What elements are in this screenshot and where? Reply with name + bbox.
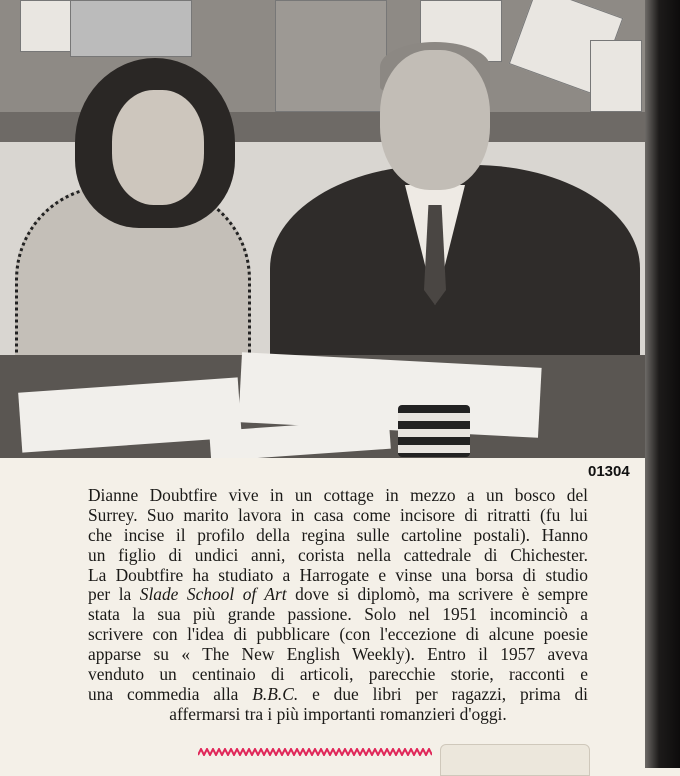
bio-line <box>88 685 588 705</box>
decorative-zigzag <box>198 748 432 756</box>
bio-text: un figlio di undici anni, corista nella cattedrale di Chichester. <box>88 544 588 565</box>
catalog-number: 01304 <box>588 463 630 480</box>
bio-line <box>88 705 588 725</box>
bio-text: scrivere con l'idea di pubblicare (con l'eccezione di alcune poesie <box>88 624 588 645</box>
book-spine <box>645 0 680 768</box>
bio-line <box>88 546 588 566</box>
bio-text: dove si diplomò, ma scrivere è sempre <box>286 584 589 605</box>
author-bio <box>88 486 588 725</box>
bio-line <box>88 645 588 665</box>
bio-text: per la <box>88 584 140 605</box>
bio-line <box>88 625 588 645</box>
bio-text: stata la sua più grande passione. Solo nel 1951 incominciò a <box>88 604 588 625</box>
pencil-cup <box>398 405 470 457</box>
italic-title: Slade School of Art <box>139 584 287 605</box>
price-label <box>440 744 590 776</box>
bio-line <box>88 566 588 586</box>
bio-text: venduto un centinaio di articoli, parecchie storie, racconti e <box>88 664 588 685</box>
bio-line <box>88 526 588 546</box>
bio-text: apparse su « The New English Weekly). Entro il 1957 aveva <box>88 644 588 665</box>
bio-text: che incise il profilo della regina sulle cartoline postali). Hanno <box>88 524 588 545</box>
bio-line <box>88 605 588 625</box>
bio-line <box>88 506 588 526</box>
bio-text: La Doubtfire ha studiato a Harrogate e vinse una borsa di studio <box>88 564 588 585</box>
italic-title: B.B.C. <box>252 683 299 704</box>
bio-text: una commedia alla <box>88 683 253 704</box>
bio-text: e due libri per ragazzi, prima di <box>298 683 588 704</box>
bio-line <box>88 585 588 605</box>
bio-text: Surrey. Suo marito lavora in casa come incisore di ritratti (fu lui <box>88 504 588 525</box>
bio-text: Dianne Doubtfire vive in un cottage in mezzo a un bosco del <box>88 485 588 505</box>
bio-text: affermarsi tra i più importanti romanzieri d'oggi. <box>169 703 507 724</box>
bio-line <box>88 665 588 685</box>
bio-line <box>88 486 588 506</box>
